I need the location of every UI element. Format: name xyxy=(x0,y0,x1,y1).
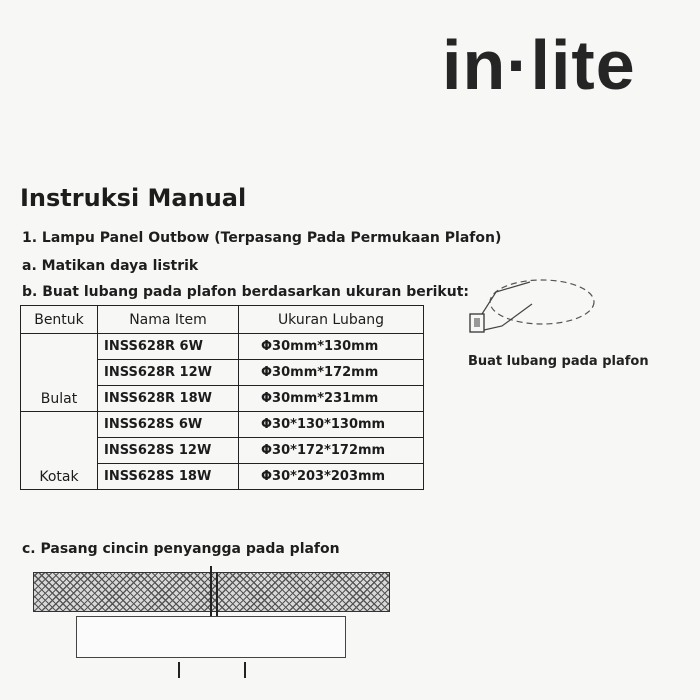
hole-size-cell: Φ30mm*172mm xyxy=(239,360,424,386)
hole-size-cell: Φ30*172*172mm xyxy=(239,438,424,464)
hole-size-cell: Φ30mm*231mm xyxy=(239,386,424,412)
table-row xyxy=(21,412,424,438)
step-1-heading: 1. Lampu Panel Outbow (Terpasang Pada Permukaan Plafon) xyxy=(22,230,502,246)
cutter-blade xyxy=(474,318,480,327)
diagram-caption: Buat lubang pada plafon xyxy=(468,354,649,369)
ceiling-hole-outline xyxy=(490,280,594,324)
mount-screw-left xyxy=(178,662,180,678)
hole-size-table xyxy=(20,305,424,490)
table-header-row xyxy=(21,306,424,334)
step-a-text: a. Matikan daya listrik xyxy=(22,258,199,274)
item-name-cell: INSS628S 6W xyxy=(98,412,239,438)
brand-logo: in·lite xyxy=(442,26,636,104)
drill-ceiling-illustration xyxy=(460,270,600,352)
panel-lamp-outline xyxy=(76,616,346,658)
mount-screw-right xyxy=(244,662,246,678)
header-hole-size: Ukuran Lubang xyxy=(239,306,424,334)
item-name-cell: INSS628S 12W xyxy=(98,438,239,464)
hole-size-cell: Φ30*203*203mm xyxy=(239,464,424,490)
table-row xyxy=(21,334,424,360)
hole-size-cell: Φ30*130*130mm xyxy=(239,412,424,438)
item-name-cell: INSS628S 18W xyxy=(98,464,239,490)
hand-outline xyxy=(482,282,530,314)
shape-cell-round: Bulat xyxy=(21,334,98,412)
header-item-name: Nama Item xyxy=(98,306,239,334)
step-b-text: b. Buat lubang pada plafon berdasarkan ukuran berikut: xyxy=(22,284,469,300)
step-c-text: c. Pasang cincin penyangga pada plafon xyxy=(22,541,340,557)
item-name-cell: INSS628R 6W xyxy=(98,334,239,360)
item-name-cell: INSS628R 12W xyxy=(98,360,239,386)
hole-size-cell: Φ30mm*130mm xyxy=(239,334,424,360)
shape-cell-square: Kotak xyxy=(21,412,98,490)
page-title: Instruksi Manual xyxy=(20,184,247,212)
item-name-cell: INSS628R 18W xyxy=(98,386,239,412)
header-shape: Bentuk xyxy=(21,306,98,334)
